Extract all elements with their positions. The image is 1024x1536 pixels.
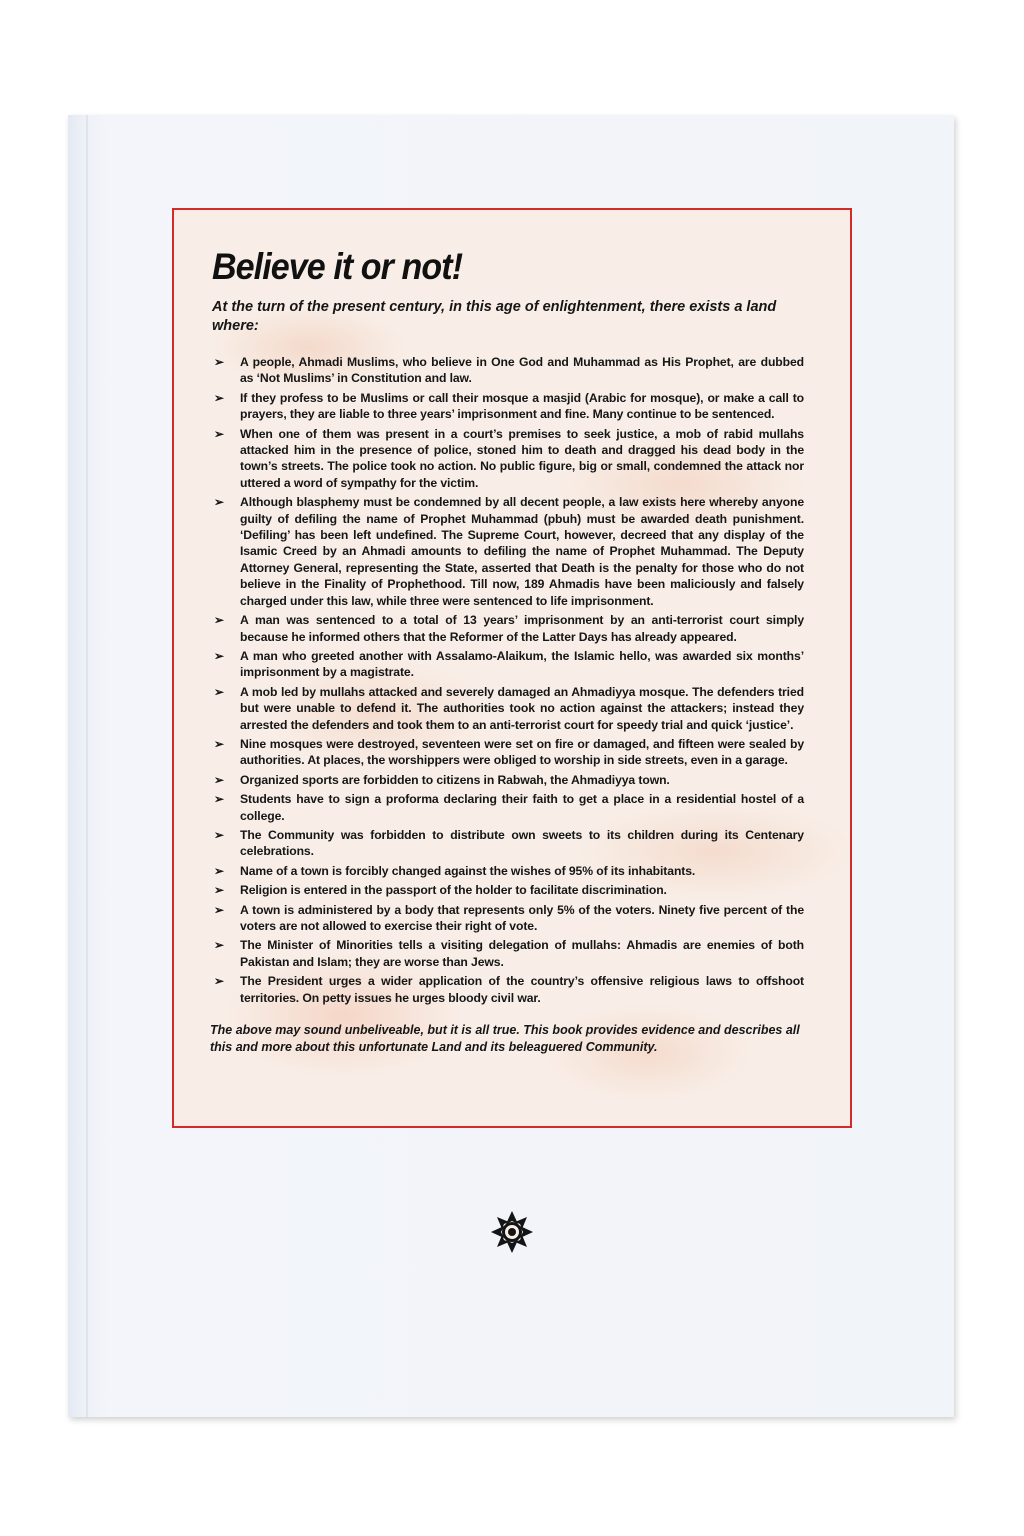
- list-item: [212, 354, 804, 387]
- list-item-text: Students have to sign a proforma declaring their faith to get a place in a residential hostel of a college.: [240, 792, 804, 823]
- spine-edge: [86, 115, 88, 1417]
- list-item-text: Organized sports are forbidden to citizens in Rabwah, the Ahmadiyya town.: [240, 772, 670, 787]
- list-item: [212, 612, 804, 645]
- list-item-text: If they profess to be Muslims or call their mosque a masjid (Arabic for mosque), or make a call to prayers, they are liable to three years’ imprisonment and fine. Many continue to be sentenced.: [240, 390, 804, 422]
- list-item: [212, 426, 804, 492]
- arrow-bullet-icon: ➢: [214, 648, 224, 663]
- arrow-bullet-icon: ➢: [214, 684, 224, 699]
- arrow-bullet-icon: ➢: [214, 355, 224, 369]
- text-panel: [172, 208, 852, 1128]
- arrow-bullet-icon: ➢: [214, 772, 224, 787]
- list-item: [212, 902, 804, 935]
- list-item-text: The Community was forbidden to distribute own sweets to its children during its Centenary celebrations.: [240, 827, 804, 859]
- list-item: [212, 827, 804, 860]
- arrow-bullet-icon: ➢: [214, 883, 224, 898]
- list-item-text: A people, Ahmadi Muslims, who believe in One God and Muhammad as His Prophet, are dubbed as ‘Not Muslims’ in Constitution and law.: [240, 355, 804, 386]
- list-item-text: A man was sentenced to a total of 13 years’ imprisonment by an anti-terrorist court simply because he informed others that the Reformer of the Latter Days has already appeared.: [240, 613, 804, 644]
- item-list: [212, 354, 804, 1006]
- list-item-text: Religion is entered in the passport of the holder to facilitate discrimination.: [240, 883, 667, 898]
- list-item: [212, 648, 804, 681]
- star-emblem-icon: [490, 1210, 534, 1254]
- arrow-bullet-icon: ➢: [214, 902, 224, 917]
- book-back-cover: [68, 115, 954, 1417]
- outro-text: The above may sound unbeliveable, but it is all true. This book provides evidence and describes all this and more about this unfortunate Land and its beleaguered Community.: [210, 1023, 800, 1055]
- cover-title: Believe it or not!: [212, 246, 463, 287]
- arrow-bullet-icon: ➢: [214, 390, 224, 405]
- arrow-bullet-icon: ➢: [214, 495, 224, 510]
- list-item-text: Nine mosques were destroyed, seventeen were set on fire or damaged, and fifteen were sealed by authorities. At places, the worshippers were obliged to worship in side streets, even in a garage.: [240, 736, 804, 768]
- list-item: [212, 772, 804, 788]
- list-item: [212, 494, 804, 609]
- arrow-bullet-icon: ➢: [214, 974, 224, 989]
- list-item-text: A town is administered by a body that represents only 5% of the voters. Ninety five percent of the voters are not allowed to exercise their right of vote.: [240, 902, 804, 933]
- arrow-bullet-icon: ➢: [214, 863, 224, 878]
- list-item: [212, 882, 804, 898]
- list-item: [212, 863, 804, 879]
- list-item: [212, 937, 804, 970]
- arrow-bullet-icon: ➢: [214, 426, 224, 441]
- arrow-bullet-icon: ➢: [214, 613, 224, 628]
- arrow-bullet-icon: ➢: [214, 827, 224, 842]
- list-item-text: The President urges a wider application of the country’s offensive religious laws to offshoot territories. On petty issues he urges bloody civil war.: [240, 974, 804, 1005]
- list-item: [212, 791, 804, 824]
- list-item-text: A man who greeted another with Assalamo-Alaikum, the Islamic hello, was awarded six months’ imprisonment by a magistrate.: [240, 648, 804, 680]
- list-item-text: Name of a town is forcibly changed against the wishes of 95% of its inhabitants.: [240, 863, 696, 878]
- list-item-text: A mob led by mullahs attacked and severely damaged an Ahmadiyya mosque. The defenders tried but were unable to defend it. The authorities took no action against the attackers; instead they arrested the defenders and took them to an anti-terrorist court for speedy trial and quick ‘justice’.: [240, 684, 804, 732]
- arrow-bullet-icon: ➢: [214, 736, 224, 751]
- list-item: [212, 684, 804, 733]
- list-item-text: The Minister of Minorities tells a visiting delegation of mullahs: Ahmadis are enemies of both Pakistan and Islam; they are worse than Jews.: [240, 938, 804, 969]
- arrow-bullet-icon: ➢: [214, 938, 224, 953]
- list-item: [212, 390, 804, 423]
- list-item-text: When one of them was present in a court’s premises to seek justice, a mob of rabid mullahs attacked him in the presence of police, stoned him to death and dragged his dead body in the town’s streets. The police took no action. No public figure, big or small, condemned the attack nor uttered a word of sympathy for the victim.: [240, 426, 804, 490]
- list-item-text: Although blasphemy must be condemned by all decent people, a law exists here whereby anyone guilty of defiling the name of Prophet Muhammad (pbuh) must be awarded death punishment. ‘Defiling’ has been left undefined. The Supreme Court, however, decreed that any display of the Isamic Creed by an Ahmadi amounts to defiling the name of Prophet Muhammad. The Deputy Attorney General, representing the State, asserted that Death is the penalty for those who do not believe in the Finality of Prophethood. Till now, 189 Ahmadis have been maliciously and falsely charged under this law, while three were sentenced to life imprisonment.: [240, 495, 804, 608]
- list-item: [212, 736, 804, 769]
- intro-text: At the turn of the present century, in this age of enlightenment, there exists a land where:: [212, 299, 777, 334]
- list-item: [212, 973, 804, 1006]
- arrow-bullet-icon: ➢: [214, 792, 224, 807]
